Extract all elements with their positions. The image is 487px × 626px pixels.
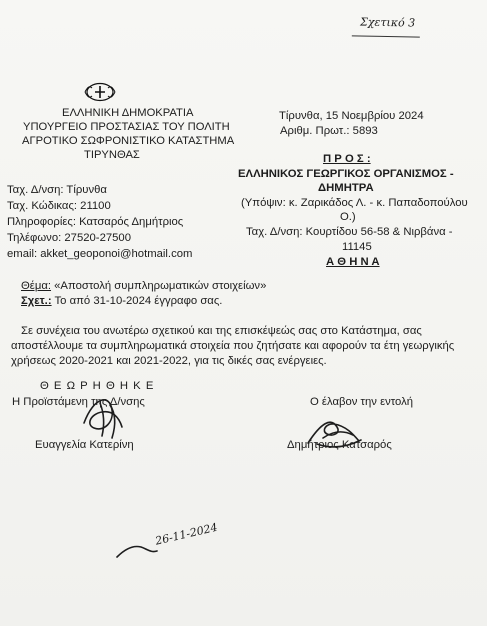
recipient-label: Π Ρ Ο Σ : <box>323 153 371 165</box>
contact-phone: Τηλέφωνο: 27520-27500 <box>7 232 131 244</box>
contact-email: email: akket_geoponoi@hotmail.com <box>7 248 193 260</box>
body-line-2: αποστέλλουμε τα συμπληρωματικά στοιχεία που ζητήσατε και αφορούν τα έτη γεωργικής <box>11 340 455 352</box>
right-handwritten-signature <box>303 413 365 453</box>
date-line: Τίρυνθα, 15 Νοεμβρίου 2024 <box>279 110 424 122</box>
body-line-1: Σε συνέχεια του ανωτέρω σχετικού και της επισκέψεώς σας στο Κατάστημα, σας <box>21 325 422 337</box>
recipient-city: Α Θ Η Ν Α <box>326 256 380 268</box>
left-signature-title-1: Θ Ε Ω Ρ Η Θ Η Κ Ε <box>40 380 155 392</box>
left-signature-name: Ευαγγελία Κατερίνη <box>35 439 134 451</box>
right-signature-title: Ο έλαβον την εντολή <box>310 396 414 408</box>
stamp-note <box>352 13 420 37</box>
contact-postcode: Ταχ. Κώδικας: 21100 <box>7 200 111 212</box>
body-line-3: χρήσεως 2020-2021 και 2021-2022, για τις δικές σας ενέργειες. <box>11 355 327 367</box>
subject-line <box>21 281 266 292</box>
header-line-1: ΕΛΛΗΝΙΚΗ ΔΗΜΟΚΡΑΤΙΑ <box>62 107 194 119</box>
recipient-org-line-1: ΕΛΛΗΝΙΚΟΣ ΓΕΩΡΓΙΚΟΣ ΟΡΓΑΝΙΣΜΟΣ - <box>238 168 454 180</box>
header-line-4: ΤΙΡΥΝΘΑΣ <box>84 149 140 161</box>
contact-info: Πληροφορίες: Κατσαρός Δημήτριος <box>7 216 184 228</box>
subject-label: Θέμα: <box>21 280 52 292</box>
reference-text: Το από 31-10-2024 έγγραφο σας. <box>51 295 223 307</box>
recipient-address-line-1: Ταχ. Δ/νση: Κουρτίδου 56-58 & Νιρβάνα - <box>246 226 453 238</box>
recipient-address-line-2: 11145 <box>342 241 372 253</box>
left-signature-title-2: Η Προϊστάμενη της Δ/νσης <box>12 396 145 408</box>
stamp-note-text: Σχετικό 3 <box>359 15 416 30</box>
handwritten-date: 26-11-2024 <box>154 520 219 548</box>
right-signature-name: Δημήτριος Κατσαρός <box>287 439 392 451</box>
recipient-attention-line-1: (Υπόψιν: κ. Ζαρικάδος Λ. - κ. Παπαδοπούλου <box>241 197 468 209</box>
header-line-2: ΥΠΟΥΡΓΕΙΟ ΠΡΟΣΤΑΣΙΑΣ ΤΟΥ ΠΟΛΙΤΗ <box>23 121 230 133</box>
recipient-attention-line-2: Ο.) <box>340 211 356 223</box>
recipient-org-line-2: ΔΗΜΗΤΡΑ <box>318 182 374 194</box>
header-line-3: ΑΓΡΟΤΙΚΟ ΣΩΦΡΟΝΙΣΤΙΚΟ ΚΑΤΑΣΤΗΜΑ <box>22 135 235 147</box>
subject-text: «Αποστολή συμπληρωματικών στοιχείων» <box>51 280 267 292</box>
protocol-line: Αριθμ. Πρωτ.: 5893 <box>280 125 378 137</box>
handwritten-date-mark <box>115 541 159 561</box>
reference-label: Σχετ.: <box>21 295 52 307</box>
left-handwritten-signature <box>76 388 138 450</box>
reference-line <box>21 296 222 307</box>
greek-emblem-icon <box>80 80 120 104</box>
contact-address: Ταχ. Δ/νση: Τίρυνθα <box>7 184 107 196</box>
